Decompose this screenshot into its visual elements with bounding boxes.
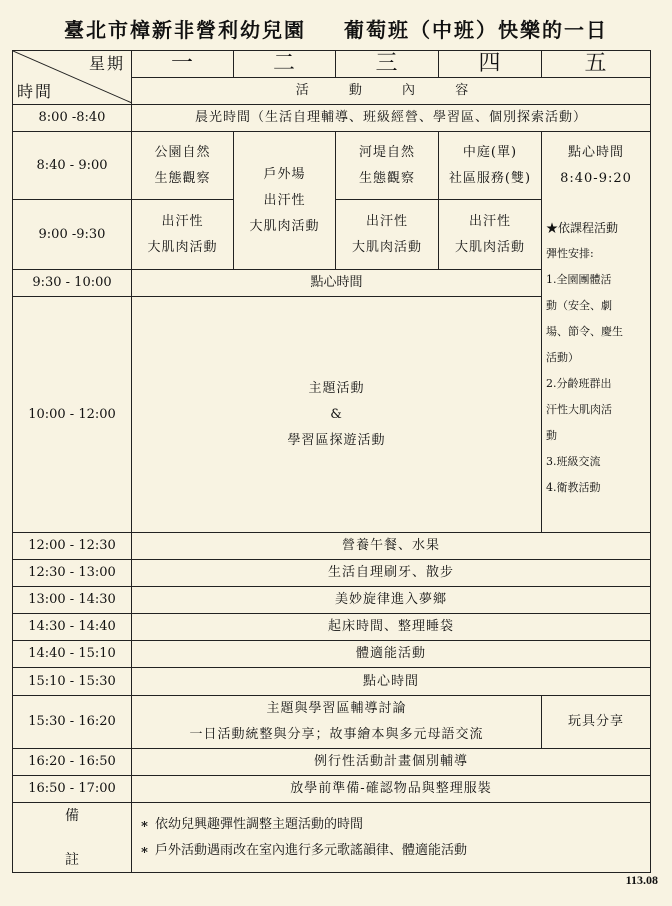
activity-cell: 美妙旋律進入夢鄉 (132, 587, 651, 614)
activity-cell-review (132, 696, 542, 749)
cell-line: 戶外場 (263, 166, 306, 182)
note-line: 3.班級交流 (546, 454, 601, 468)
remark-item (140, 838, 650, 864)
note-line: 2.分齡班群出 (546, 376, 612, 390)
day-thu: 四 (439, 51, 542, 78)
page-title (0, 10, 672, 46)
cell-line: 主題活動 (308, 380, 365, 396)
cell-line: 大肌肉活動 (454, 239, 525, 255)
cell-line: 大肌肉活動 (249, 218, 320, 234)
cell-line: & (330, 406, 343, 422)
remark-text: 戶外活動遇雨改在室內進行多元歌謠韻律、體適能活動 (154, 842, 467, 858)
time-cell: 14:30 - 14:40 (13, 614, 132, 641)
cell-line: 出汗性 (161, 213, 204, 229)
cell-line: 社區服務(雙) (448, 170, 532, 186)
cell-line: 河堤自然 (358, 144, 415, 160)
cell-line: 出汗性 (365, 213, 408, 229)
cell-line: 大肌肉活動 (351, 239, 422, 255)
activity-cell: 晨光時間（生活自理輔導、班級經營、學習區、個別探索活動） (132, 105, 651, 132)
document-code: 113.08 (625, 873, 658, 887)
activity-cell-tue (234, 132, 336, 270)
remark-item (140, 812, 650, 838)
time-cell: 10:00 - 12:00 (13, 297, 132, 533)
remarks-label-bottom: 註 (65, 851, 79, 868)
activity-cell-thu (439, 200, 542, 270)
remarks-list (132, 803, 651, 873)
week-label: 星期 (88, 54, 125, 73)
note-line: 場、節令、慶生 (546, 324, 623, 338)
cell-line: 主題與學習區輔導討論 (266, 701, 407, 716)
header-corner (13, 51, 132, 105)
activity-cell-mon (132, 200, 234, 270)
remarks-label (13, 803, 132, 873)
remark-text: 依幼兒興趣彈性調整主題活動的時間 (154, 816, 363, 832)
cell-line: 出汗性 (468, 213, 511, 229)
time-cell: 16:20 - 16:50 (13, 749, 132, 776)
time-cell: 16:50 - 17:00 (13, 776, 132, 803)
time-label: 時間 (17, 82, 54, 101)
activity-cell-wed (336, 132, 439, 200)
activity-cell-mon (132, 132, 234, 200)
cell-line: 大肌肉活動 (147, 239, 218, 255)
note-line: 汗性大肌肉活 (546, 402, 612, 416)
activity-cell: 點心時間 (132, 668, 651, 696)
cell-line: 中庭(單) (462, 144, 518, 160)
note-line: 活動） (546, 350, 579, 364)
school-name: 臺北市樟新非營利幼兒園 (64, 17, 306, 42)
class-name: 葡萄班（中班）快樂的一日 (344, 17, 608, 42)
activity-header: 活 動 內 容 (132, 78, 651, 105)
time-cell: 14:40 - 15:10 (13, 641, 132, 668)
bullet-icon: ∗ (140, 842, 149, 858)
activity-cell: 營養午餐、水果 (132, 533, 651, 560)
cell-line: 生態觀察 (358, 170, 415, 186)
time-cell: 13:00 - 14:30 (13, 587, 132, 614)
activity-cell: 起床時間、整理睡袋 (132, 614, 651, 641)
day-fri: 五 (542, 51, 651, 78)
note-line: 動（安全、劇 (546, 298, 612, 312)
cell-line: 生態觀察 (154, 170, 211, 186)
day-wed: 三 (336, 51, 439, 78)
note-line: 1.全園團體活 (546, 272, 612, 286)
remarks-label-top: 備 (65, 807, 79, 824)
activity-cell: 體適能活動 (132, 641, 651, 668)
cell-line: 學習區探遊活動 (287, 432, 386, 448)
note-line: 動 (546, 428, 557, 442)
activity-cell-thu (439, 132, 542, 200)
time-cell: 15:10 - 15:30 (13, 668, 132, 696)
cell-line: 一日活動統整與分享；故事繪本與多元母語交流 (189, 727, 484, 742)
note-line: 彈性安排: (546, 246, 594, 260)
activity-cell-fri: 玩具分享 (542, 696, 651, 749)
activity-cell-wed (336, 200, 439, 270)
activity-cell-theme (132, 297, 542, 533)
schedule-table (12, 50, 651, 873)
time-cell: 12:30 - 13:00 (13, 560, 132, 587)
cell-line: 點心時間 (567, 144, 624, 160)
time-cell: 12:00 - 12:30 (13, 533, 132, 560)
cell-line: 8:40-9:20 (560, 170, 632, 186)
activity-cell: 生活自理刷牙、散步 (132, 560, 651, 587)
time-cell: 8:40 - 9:00 (13, 132, 132, 200)
day-tue: 二 (234, 51, 336, 78)
time-cell: 8:00 -8:40 (13, 105, 132, 132)
cell-line: 公園自然 (154, 144, 211, 160)
cell-line: 出汗性 (263, 192, 306, 208)
friday-flex-note (542, 200, 651, 533)
activity-cell-fri (542, 132, 651, 200)
activity-cell: 例行性活動計畫個別輔導 (132, 749, 651, 776)
note-line: 4.衛教活動 (546, 480, 601, 494)
bullet-icon: ∗ (140, 816, 149, 832)
day-mon: 一 (132, 51, 234, 78)
activity-cell: 放學前準備-確認物品與整理服裝 (132, 776, 651, 803)
time-cell: 9:00 -9:30 (13, 200, 132, 270)
activity-cell: 點心時間 (132, 270, 542, 297)
note-heading: ★依課程活動 (546, 220, 619, 235)
time-cell: 15:30 - 16:20 (13, 696, 132, 749)
time-cell: 9:30 - 10:00 (13, 270, 132, 297)
